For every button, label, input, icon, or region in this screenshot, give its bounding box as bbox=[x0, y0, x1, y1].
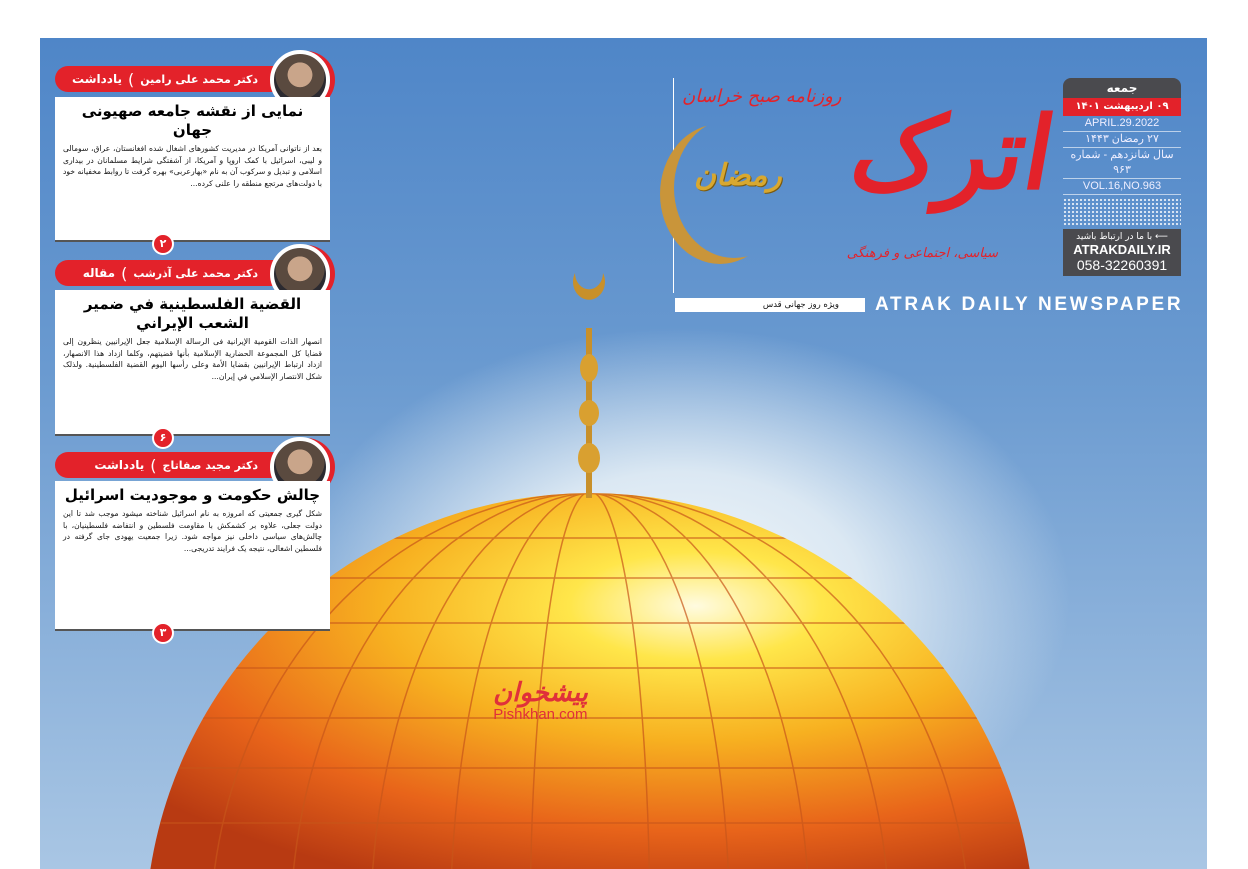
page-number-badge: ۶ bbox=[152, 427, 174, 449]
article-excerpt: انصهار الذات القومیة الإیرانیة فی الرسالة الإسلامیة جعل الإیرانیین ینظرون إلی قضایا کل المجموعة الحضاریة الإسلامیة بأنها قضیتهم، وکلما ازداد هذا الانصهار، ازداد ارتباط الإیرانیین بقضایا الأمة وعلی رأسها الیوم القضیة الفلسطینیة. ولذلک شکل الانتصار الإسلامي في إیران... bbox=[63, 337, 322, 381]
special-edition-label: ویژه روز جهانی قدس bbox=[675, 298, 865, 312]
masthead-logo bbox=[673, 78, 1064, 293]
article-title[interactable]: چالش حکومت و موجودیت اسرائیل bbox=[64, 486, 321, 504]
watermark-english: Pishkhan.com bbox=[493, 706, 588, 723]
ramadan-calligraphy: رمضان bbox=[694, 158, 782, 193]
article-card[interactable] bbox=[55, 290, 330, 436]
crescent-finial bbox=[573, 273, 605, 498]
article-type: یادداشت bbox=[94, 458, 145, 472]
english-newspaper-name: ATRAK DAILY NEWSPAPER bbox=[875, 294, 1184, 315]
gregorian-date: APRIL.29.2022 bbox=[1063, 116, 1181, 132]
persian-date: ۰۹ اردیبهشت ۱۴۰۱ bbox=[1063, 98, 1181, 116]
weekday: جمعه bbox=[1063, 78, 1181, 98]
article-header: دکتر مجید صفاتاج ) یادداشت bbox=[55, 452, 320, 478]
article-title[interactable]: نمایی از نقشه جامعه صهیونی جهان bbox=[81, 102, 304, 139]
author-name: دکتر مجید صفاتاج bbox=[162, 458, 258, 472]
contact-label: با ما در ارتباط باشید bbox=[1076, 232, 1153, 242]
website-link[interactable]: ATRAKDAILY.IR bbox=[1073, 242, 1171, 257]
article-excerpt: بعد از ناتوانی آمریکا در مدیریت کشورهای اشغال شده افغانستان، عراق، سومالی و لیبی، اسرائیل با کمک اروپا و آمریکا، از آشفتگی شرایط مسلمانان در بیداری اسلامی و تبدیل و سرکوب آن به نام «بهارعربی» بهره گرفت تا روابط مخفیانه خود با دولت‌های مرتجع منطقه را علنی کرده... bbox=[63, 144, 322, 188]
article-header: دکتر محمد علی رامین ) یادداشت bbox=[55, 66, 320, 92]
dot-pattern bbox=[1063, 198, 1181, 226]
contact-box bbox=[1063, 229, 1181, 276]
newspaper-name: اترک bbox=[842, 94, 1064, 212]
watermark-persian: پیشخوان bbox=[493, 678, 588, 708]
arrow-left-icon: ⟵ bbox=[1152, 232, 1168, 242]
article-card[interactable] bbox=[55, 481, 330, 631]
page-number-badge: ۳ bbox=[152, 622, 174, 644]
author-name: دکتر محمد علی رامین bbox=[140, 72, 258, 86]
author-name: دکتر محمد علی آذرشب bbox=[133, 266, 258, 280]
pishkhan-watermark bbox=[493, 678, 588, 722]
volume-number: VOL.16,NO.963 bbox=[1063, 179, 1181, 195]
issue-info-box bbox=[1063, 78, 1181, 276]
hijri-date: ۲۷ رمضان ۱۴۴۳ bbox=[1063, 132, 1181, 148]
article-header: دکتر محمد علی آذرشب ) مقاله bbox=[55, 260, 320, 286]
article-title[interactable]: القضیة الفلسطینیة في ضمیر الشعب الإیراني bbox=[83, 295, 302, 332]
page-number-badge: ۲ bbox=[152, 233, 174, 255]
article-excerpt: شکل گیری جمعیتی که امروزه به نام اسرائیل شناخته میشود موجب شد تا این دولت جعلی، علاوه بر کشمکش با مقاومت فلسطین و انتفاضه فلسطینیان، با چالش‌های سیاسی داخلی نیز مواجه شود. زیرا جمعیت یهودی جای گرفته در فلسطین اشغالی، نتیجه یک فرایند تدریجی... bbox=[63, 509, 322, 553]
year-issue: سال شانزدهم - شماره ۹۶۳ bbox=[1063, 148, 1181, 179]
masthead-subtitle: سیاسی، اجتماعی و فرهنگی bbox=[846, 246, 998, 261]
article-type: مقاله bbox=[82, 266, 116, 280]
article-card[interactable] bbox=[55, 97, 330, 242]
article-type: یادداشت bbox=[72, 72, 122, 86]
phone-number: 058-32260391 bbox=[1076, 257, 1168, 273]
masthead-tagline: روزنامه صبح خراسان bbox=[682, 86, 842, 107]
newspaper-front-page bbox=[40, 38, 1207, 869]
